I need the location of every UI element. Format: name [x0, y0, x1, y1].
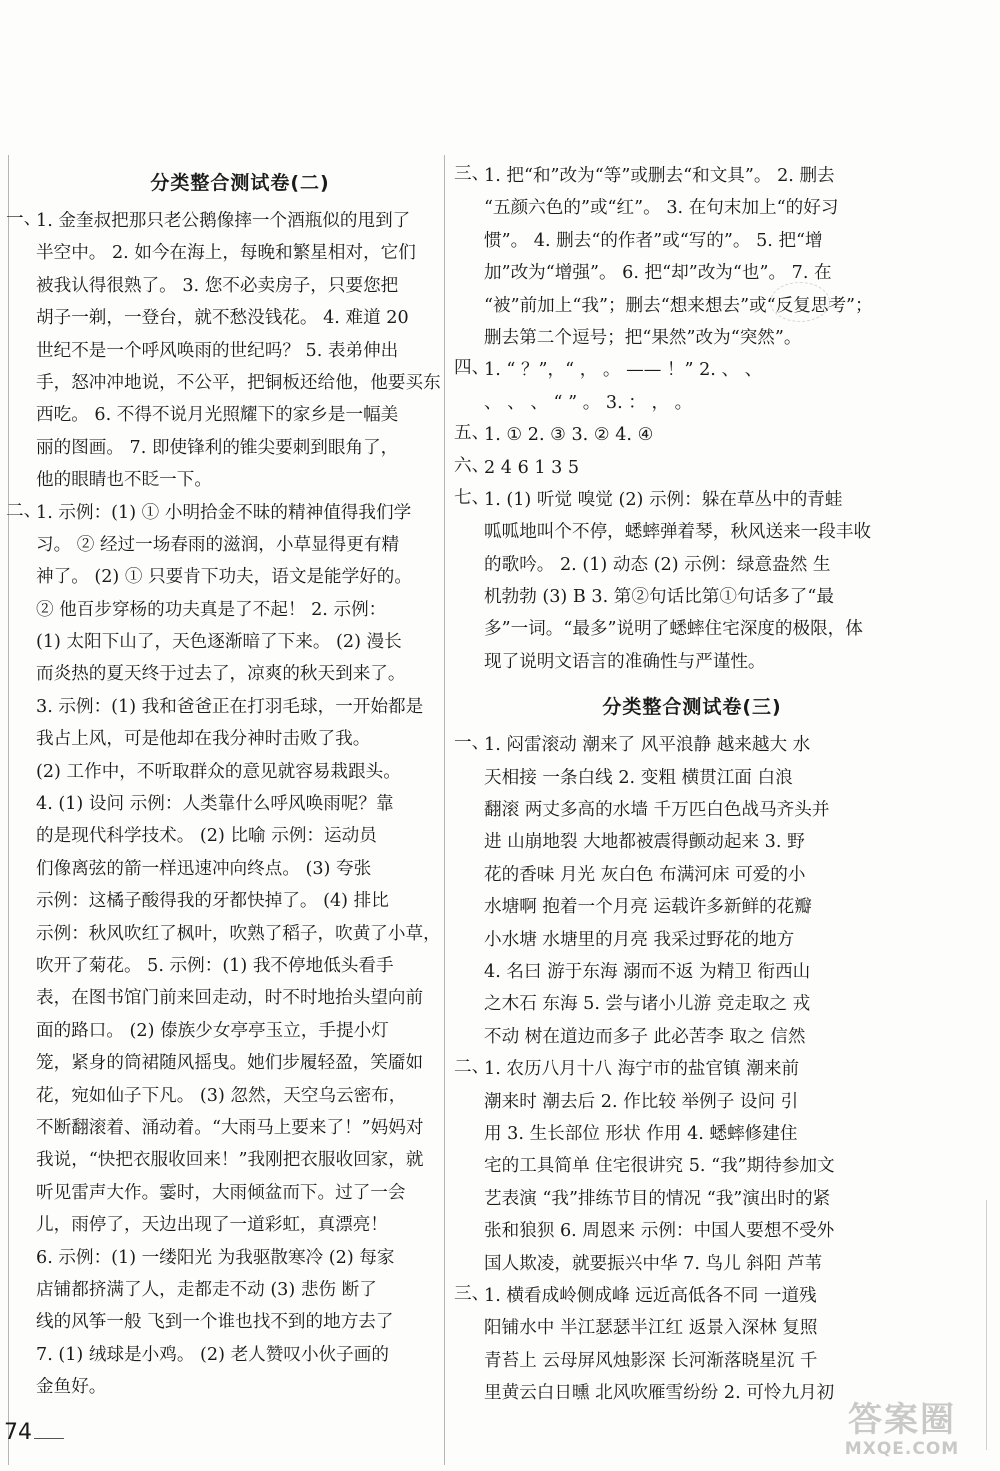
text-line: 翻滚 两丈多高的水墙 千万匹白色战马齐头并: [484, 800, 830, 821]
text-line: 6. 示例：(1) 一缕阳光 为我驱散寒冷 (2) 每家: [36, 1247, 395, 1268]
text-line: 多”一词。“最多”说明了蟋蟀住宅深度的极限，体: [484, 619, 863, 640]
section-title-test-3: 分类整合测试卷(三): [602, 696, 782, 719]
text-line: 之木石 东海 5. 尝与诸小儿游 竞走取之 戎: [484, 994, 811, 1015]
text-line: 不动 树在道边而多子 此必苦李 取之 信然: [484, 1026, 806, 1047]
text-line: 西吃。 6. 不得不说月光照耀下的家乡是一幅美: [36, 405, 399, 426]
answer-item: [452, 452, 892, 484]
text-line: 1. ① 2. ③ 3. ② 4. ④: [484, 425, 654, 446]
text-line: 进 山崩地裂 大地都被震得颤动起来 3. 野: [484, 832, 805, 853]
text-line: 1. 金奎叔把那只老公鹅像摔一个酒瓶似的甩到了: [36, 211, 411, 231]
text-line: 示例：秋风吹红了枫叶，吹熟了稻子，吹黄了小草，: [36, 923, 441, 944]
text-line: 的歌吟。 2. (1) 动态 (2) 示例：绿意盎然 生: [484, 554, 831, 575]
text-line: 1. 示例：(1) ① 小明拾金不昧的精神值得我们学: [36, 502, 412, 523]
item-text: [484, 419, 892, 451]
text-line: 神了。 (2) ① 只要肯下功夫，语文是能学好的。: [36, 567, 412, 588]
left-column: [0, 160, 440, 1403]
text-line: 我说，“快把衣服收回来！”我刚把衣服收回家，就: [36, 1150, 424, 1171]
item-label: 七、: [454, 487, 490, 508]
watermark-text: 答案圈: [848, 1400, 956, 1440]
text-line: 惯”。 4. 删去“的作者”或“写的”。 5. 把“增: [484, 230, 823, 251]
item-text: [484, 452, 892, 484]
text-line: 加”改为“增强”。 6. 把“却”改为“也”。 7. 在: [484, 263, 832, 284]
text-line: 1. (1) 听觉 嗅觉 (2) 示例：躲在草丛中的青蛙: [484, 489, 843, 510]
answer-item: [452, 729, 892, 1053]
answer-item: [452, 1280, 892, 1410]
text-line: 们像离弦的箭一样迅速冲向终点。 (3) 夸张: [36, 858, 372, 879]
item-text: [36, 497, 441, 1404]
watermark-logo: [812, 1402, 992, 1466]
text-line: 、 、 、 “ ” 。 3. ： ， 。: [484, 392, 693, 413]
text-line: 他的眼睛也不眨一下。: [36, 470, 212, 491]
right-answer-list-part2: [452, 729, 892, 1409]
text-line: 被我认得很熟了。 3. 您不必卖房子，只要您把: [36, 275, 399, 296]
answer-item: [452, 419, 892, 451]
watermark-url: MXQE.COM: [844, 1439, 960, 1459]
item-label: 四、: [454, 358, 490, 379]
text-line: 1. 横看成岭侧成峰 远近高低各不同 一道残: [484, 1285, 817, 1306]
text-line: 世纪不是一个呼风唤雨的世纪吗？ 5. 表弟伸出: [36, 340, 399, 361]
text-line: ② 他百步穿杨的功夫真是了不起！ 2. 示例：: [36, 599, 387, 620]
page-number: 74: [4, 1420, 32, 1445]
text-line: 线的风筝一般 飞到一个谁也找不到的地方去了: [36, 1312, 394, 1333]
text-line: 4. 名曰 游于东海 溺而不返 为精卫 衔西山: [484, 961, 811, 982]
text-line: 1. 把“和”改为“等”或删去“和文具”。 2. 删去: [484, 166, 835, 186]
text-line: 删去第二个逗号；把“果然”改为“突然”。: [484, 327, 802, 348]
text-line: 1. 闷雷滚动 潮来了 风平浪静 越来越大 水: [484, 735, 811, 756]
text-line: 国人欺凌，就要振兴中华 7. 鸟儿 斜阳 芦苇: [484, 1253, 823, 1274]
text-line: 而炎热的夏天终于过去了，凉爽的秋天到来了。: [36, 664, 406, 685]
item-label: 二、: [454, 1057, 490, 1078]
answer-item: [0, 497, 440, 1404]
text-line: 我占上风，可是他却在我分神时击败了我。: [36, 729, 371, 750]
text-line: 4. (1) 设问 示例：人类靠什么呼风唤雨呢？靠: [36, 794, 394, 815]
text-line: 不断翻滚着、涌动着。“大雨马上要来了！”妈妈对: [36, 1117, 424, 1138]
item-label: 五、: [454, 423, 490, 444]
item-label: 一、: [6, 209, 42, 229]
text-line: 花的香味 月光 灰白色 布满河床 可爱的小: [484, 864, 806, 885]
text-line: “被”前加上“我”；删去“想来想去”或“反复思考”；: [484, 295, 873, 316]
item-text: [484, 1280, 892, 1410]
text-line: 宅的工具简单 住宅很讲究 5. “我”期待参加文: [484, 1156, 835, 1177]
text-line: 花，宛如仙子下凡。 (3) 忽然，天空乌云密布，: [36, 1085, 407, 1106]
item-label: 三、: [454, 164, 490, 184]
text-line: 2 4 6 1 3 5: [484, 457, 580, 478]
text-line: 用 3. 生长部位 形状 作用 4. 蟋蟀修建住: [484, 1123, 798, 1144]
text-line: 里黄云白日曛 北风吹雁雪纷纷 2. 可怜九月初: [484, 1383, 835, 1404]
text-line: (1) 太阳下山了，天色逐渐暗了下来。 (2) 漫长: [36, 632, 402, 653]
right-answer-list-part1: [452, 160, 892, 678]
item-text: [484, 354, 892, 419]
text-line: 天相接 一条白线 2. 变粗 横贯江面 白浪: [484, 767, 793, 788]
page-number-dash: [34, 1438, 64, 1439]
text-line: 吹开了菊花。 5. 示例：(1) 我不停地低头看手: [36, 955, 394, 976]
text-line: 金鱼好。: [36, 1377, 107, 1398]
text-line: 的是现代科学技术。 (2) 比喻 示例：运动员: [36, 826, 377, 847]
text-line: 阳铺水中 半江瑟瑟半江红 返景入深林 复照: [484, 1318, 818, 1339]
text-line: 张和狼狈 6. 周恩来 示例：中国人要想不受外: [484, 1221, 835, 1242]
item-label: 二、: [6, 500, 42, 521]
item-label: 一、: [454, 733, 490, 754]
text-line: 丽的图画。 7. 即使锋利的锥尖要刺到眼角了，: [36, 437, 399, 458]
answer-item: [0, 205, 440, 497]
item-text: [484, 484, 892, 678]
text-line: 机勃勃 (3) B 3. 第②句话比第①句话多了“最: [484, 587, 834, 608]
text-line: 呱呱地叫个不停，蟋蟀弹着琴，秋风送来一段丰收: [484, 522, 872, 543]
item-label: 三、: [454, 1283, 490, 1304]
text-line: 水塘啊 抱着一个月亮 运载许多新鲜的花瓣: [484, 897, 812, 918]
text-line: 现了说明文语言的准确性与严谨性。: [484, 651, 766, 672]
text-line: 听见雷声大作。霎时，大雨倾盆而下。过了一会: [36, 1182, 406, 1203]
text-line: 儿，雨停了，天边出现了一道彩虹，真漂亮！: [36, 1215, 388, 1236]
text-line: 1. “ ？”，“ ， 。 —— ！” 2. 、 、: [484, 360, 763, 381]
answer-item: [452, 1053, 892, 1280]
item-text: [484, 729, 892, 1053]
text-line: 手，怒冲冲地说，不公平，把铜板还给他，他要买东: [36, 372, 441, 393]
text-line: (2) 工作中，不听取群众的意见就容易栽跟头。: [36, 761, 401, 782]
right-column: [452, 160, 892, 1409]
item-text: [484, 160, 892, 354]
text-line: 艺表演 “我”排练节目的情况 “我”演出时的紧: [484, 1188, 831, 1209]
item-text: [36, 205, 441, 497]
text-line: 胡子一剃，一登台，就不愁没钱花。 4. 难道 20: [36, 308, 409, 329]
text-line: 表，在图书馆门前来回走动，时不时地抬头望向前: [36, 988, 424, 1009]
left-answer-list: [0, 205, 440, 1403]
text-line: 7. (1) 绒球是小鸡。 (2) 老人赞叹小伙子画的: [36, 1344, 389, 1365]
item-text: [484, 1053, 892, 1280]
text-line: 小水塘 水塘里的月亮 我采过野花的地方: [484, 929, 795, 950]
text-line: 1. 农历八月十八 海宁市的盐官镇 潮来前: [484, 1059, 800, 1080]
answer-item: [452, 484, 892, 678]
column-divider: [444, 155, 445, 1465]
text-line: 示例：这橘子酸得我的牙都快掉了。 (4) 排比: [36, 891, 389, 912]
item-label: 六、: [454, 455, 490, 476]
text-line: 半空中。 2. 如今在海上，每晚和繁星相对，它们: [36, 243, 416, 264]
text-line: 店铺都挤满了人，走都走不动 (3) 悲伤 断了: [36, 1279, 377, 1300]
text-line: 潮来时 潮去后 2. 作比较 举例子 设问 引: [484, 1091, 799, 1112]
text-line: 青苔上 云母屏风烛影深 长河渐落晓星沉 千: [484, 1350, 818, 1371]
text-line: 3. 示例：(1) 我和爸爸正在打羽毛球，一开始都是: [36, 696, 424, 717]
answer-item: [452, 160, 892, 354]
answer-item: [452, 354, 892, 419]
text-line: 面的路口。 (2) 傣族少女亭亭玉立，手提小灯: [36, 1020, 389, 1041]
text-line: 习。 ② 经过一场春雨的滋润，小草显得更有精: [36, 534, 400, 555]
section-title-test-2: 分类整合测试卷(二): [150, 172, 330, 194]
text-line: “五颜六色的”或“红”。 3. 在句末加上“的好习: [484, 198, 839, 219]
text-line: 笼，紧身的筒裙随风摇曳。她们步履轻盈，笑靥如: [36, 1053, 424, 1074]
